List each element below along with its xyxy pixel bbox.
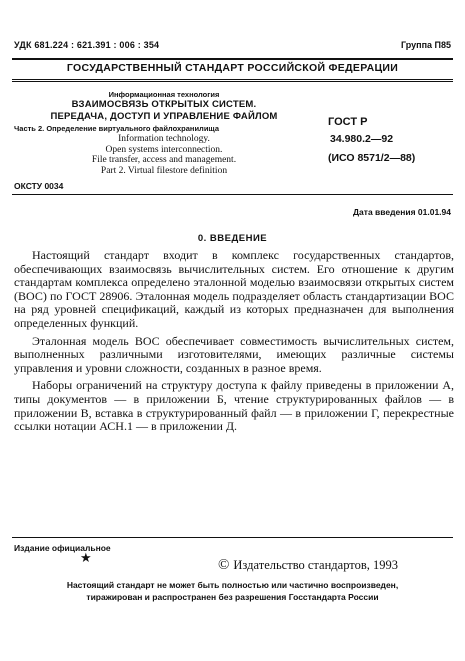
gost-block bbox=[328, 115, 453, 165]
body-text bbox=[14, 249, 454, 438]
title-block bbox=[14, 90, 314, 176]
group-code: Группа П85 bbox=[400, 40, 451, 50]
gost-label: ГОСТ Р bbox=[328, 116, 368, 128]
part-ru: Часть 2. Определение виртуального файлохранилища bbox=[14, 124, 220, 133]
edition-label: Издание официальное bbox=[14, 543, 111, 553]
top-rule bbox=[12, 58, 453, 60]
gost-number: 34.980.2—92 bbox=[330, 133, 394, 145]
title-ru-line2: ПЕРЕДАЧА, ДОСТУП И УПРАВЛЕНИЕ ФАЙЛОМ bbox=[50, 111, 278, 122]
part-en: Part 2. Virtual filestore definition bbox=[100, 165, 228, 176]
effective-date: Дата введения 01.01.94 bbox=[353, 207, 451, 217]
star-icon: ★ bbox=[80, 550, 92, 565]
footer-rule bbox=[12, 537, 453, 538]
title-ru-line1: ВЗАИМОСВЯЗЬ ОТКРЫТЫХ СИСТЕМ. bbox=[71, 99, 257, 110]
standard-title: ГОСУДАРСТВЕННЫЙ СТАНДАРТ РОССИЙСКОЙ ФЕДЕРАЦИИ bbox=[66, 62, 399, 74]
paragraph: Эталонная модель ВОС обеспечивает совместимость вычислительных систем, выполненных различными изготовителями, имеющих различные системы управления и уровни сложности, созданных в разное время. bbox=[14, 333, 454, 375]
copyright bbox=[218, 557, 398, 574]
info-tech-ru: Информационная технология bbox=[108, 90, 220, 99]
paragraph: Наборы ограничений на структуру доступа к файлу приведены в приложении А, типы документов — в приложении Б, чтение структурированных файлов — в приложении В, вставка в структурированный файл — в приложении Г, перекрестные ссылки нотации АСН.1 — в приложении Д. bbox=[14, 378, 454, 434]
section-title: 0. ВВЕДЕНИЕ bbox=[197, 233, 268, 244]
info-tech-en: Information technology. bbox=[118, 134, 210, 144]
title-rule bbox=[12, 79, 453, 80]
notice-line2: тиражирован и распространен без разрешения Госстандарта России bbox=[86, 592, 379, 602]
oksty-code: ОКСТУ 0034 bbox=[14, 181, 64, 191]
title-rule-double bbox=[12, 81, 453, 82]
notice-line1: Настоящий стандарт не может быть полностью или частично воспроизведен, bbox=[66, 580, 399, 590]
udk-code: УДК 681.224 : 621.391 : 006 : 354 bbox=[14, 40, 160, 50]
title-en-line2: File transfer, access and management. bbox=[91, 155, 237, 165]
header-bottom-rule bbox=[12, 194, 453, 195]
copyright-text: Издательство стандартов, 1993 bbox=[233, 558, 398, 572]
title-en-line1: Open systems interconnection. bbox=[105, 144, 223, 155]
reproduction-notice bbox=[14, 579, 451, 603]
paragraph: Настоящий стандарт входит в комплекс государственных стандартов, обеспечивающих взаимосвязь вычислительных систем. Его отношение к другим стандартам комплекса определено эталонной моделью взаимосвязи открытых систем (ВОС) по ГОСТ 28906. Эталонная модель подразделяет область стандартизации ВОС на ряд уровней спецификаций, каждый из которых предназначен для выполнения определенных функций. bbox=[14, 248, 454, 330]
copyright-icon: © bbox=[218, 557, 230, 573]
iso-number: (ИСО 8571/2—88) bbox=[328, 152, 416, 164]
